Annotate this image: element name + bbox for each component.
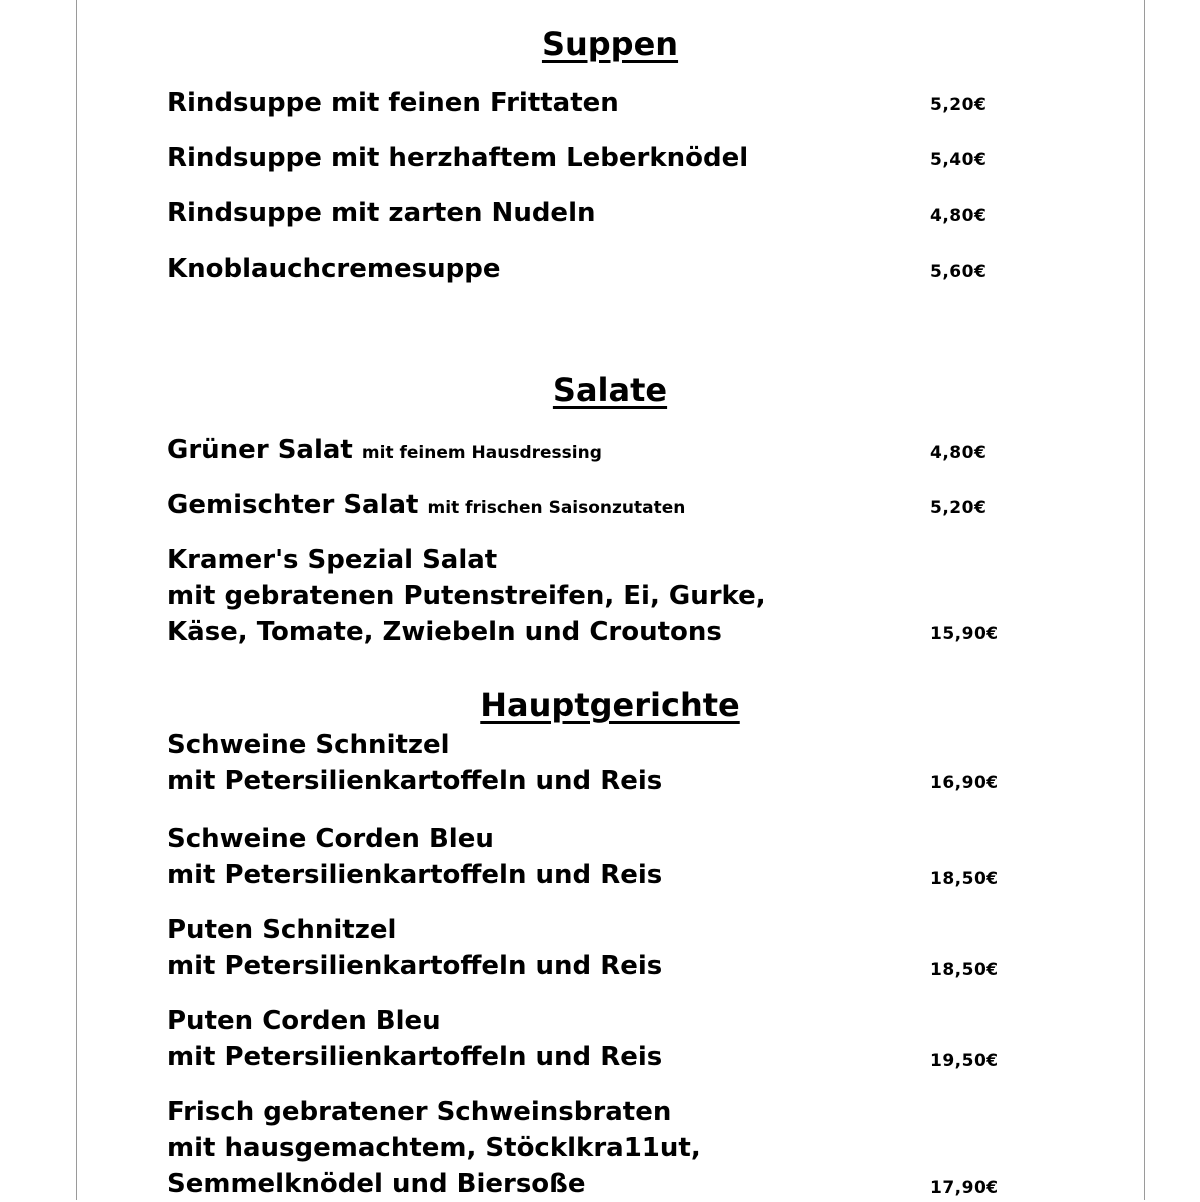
item-name: Grüner Salat xyxy=(167,435,353,465)
item-description: mit Petersilienkartoffeln und Reis xyxy=(167,766,663,796)
item-name: Rindsuppe mit feinen Frittaten xyxy=(167,88,619,118)
section-title-suppen: Suppen xyxy=(541,25,679,63)
menu-item xyxy=(167,912,907,984)
menu-item xyxy=(167,821,907,893)
item-price: 5,20€ xyxy=(930,95,987,115)
item-price: 19,50€ xyxy=(930,1051,999,1071)
menu-item xyxy=(167,85,907,121)
page-border-left xyxy=(76,0,77,1200)
menu-item xyxy=(167,1094,907,1202)
item-price: 4,80€ xyxy=(930,443,987,463)
item-note: mit feinem Hausdressing xyxy=(361,443,602,463)
item-name: Schweine Schnitzel xyxy=(167,730,450,760)
menu-item xyxy=(167,542,907,650)
item-description: Semmelknödel und Biersoße xyxy=(167,1169,586,1199)
item-price: 18,50€ xyxy=(930,869,999,889)
item-name: Kramer's Spezial Salat xyxy=(167,545,498,575)
menu-item xyxy=(167,432,907,471)
item-name: Knoblauchcremesuppe xyxy=(167,254,501,284)
item-price: 5,40€ xyxy=(930,150,987,170)
menu-item xyxy=(167,727,907,799)
item-name: Rindsuppe mit zarten Nudeln xyxy=(167,198,596,228)
item-name: Schweine Corden Bleu xyxy=(167,824,494,854)
item-price: 17,90€ xyxy=(930,1178,999,1198)
item-price: 4,80€ xyxy=(930,206,987,226)
item-description: mit Petersilienkartoffeln und Reis xyxy=(167,951,663,981)
section-title-hauptgerichte: Hauptgerichte xyxy=(480,686,740,724)
section-title-salate: Salate xyxy=(552,371,668,409)
menu-item xyxy=(167,1003,907,1075)
menu-item xyxy=(167,487,907,526)
menu-item xyxy=(167,251,907,287)
item-price: 5,60€ xyxy=(930,262,987,282)
item-name: Gemischter Salat xyxy=(167,490,419,520)
item-price: 5,20€ xyxy=(930,498,987,518)
item-description: mit gebratenen Putenstreifen, Ei, Gurke, xyxy=(167,581,766,611)
item-description: mit Petersilienkartoffeln und Reis xyxy=(167,1042,663,1072)
menu-item xyxy=(167,195,907,231)
item-description: mit Petersilienkartoffeln und Reis xyxy=(167,860,663,890)
item-price: 16,90€ xyxy=(930,773,999,793)
item-description: Käse, Tomate, Zwiebeln und Croutons xyxy=(167,617,722,647)
item-name: Puten Corden Bleu xyxy=(167,1006,441,1036)
item-price: 15,90€ xyxy=(930,624,999,644)
item-name: Rindsuppe mit herzhaftem Leberknödel xyxy=(167,143,749,173)
item-note: mit frischen Saisonzutaten xyxy=(427,498,686,518)
page-border-right xyxy=(1144,0,1145,1200)
item-name: Puten Schnitzel xyxy=(167,915,397,945)
menu-item xyxy=(167,140,907,176)
item-price: 18,50€ xyxy=(930,960,999,980)
item-name: Frisch gebratener Schweinsbraten xyxy=(167,1097,672,1127)
item-description: mit hausgemachtem, Stöcklkra11ut, xyxy=(167,1133,701,1163)
